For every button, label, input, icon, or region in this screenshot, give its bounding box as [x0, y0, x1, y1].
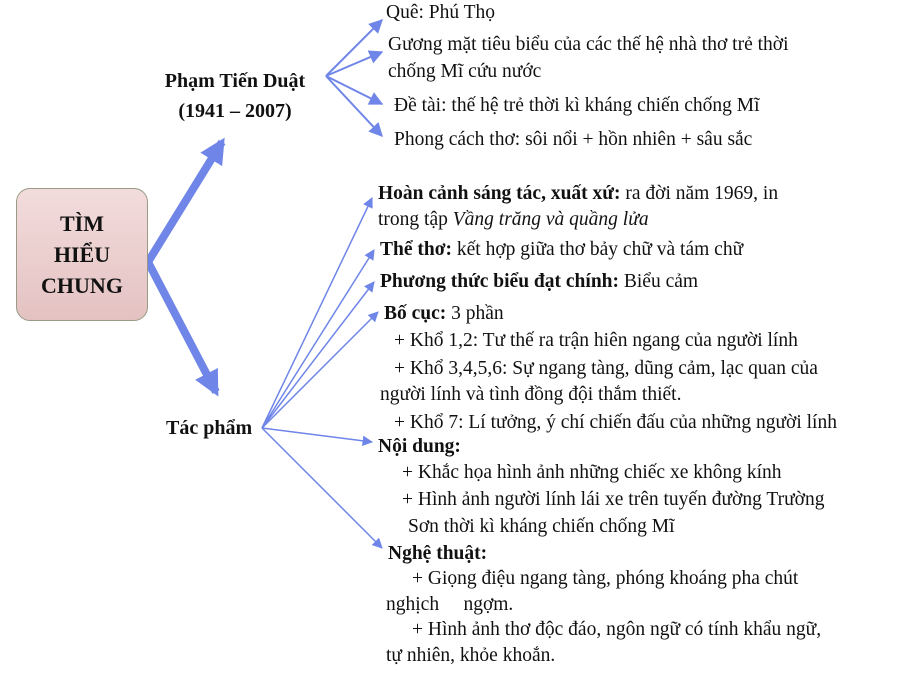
structure-line [384, 301, 504, 327]
structure-part: + Khổ 1,2: Tư thế ra trận hiên ngang của người lính [394, 330, 798, 351]
art-item: nghịch ngợm. [386, 594, 514, 615]
context-line1 [378, 181, 778, 207]
author-branch-arrow [326, 76, 382, 104]
author-role-line1: Gương mặt tiêu biểu của các thế hệ nhà thơ trẻ thời [388, 34, 789, 55]
art-item: + Hình ảnh thơ độc đáo, ngôn ngữ có tính khẩu ngữ, [412, 619, 822, 640]
form-text: kết hợp giữa thơ bảy chữ và tám chữ [452, 239, 744, 260]
author-branch-arrow [326, 76, 382, 136]
author-years: (1941 – 2007) [178, 100, 292, 122]
author-node [150, 66, 320, 126]
structure-label: Bố cục: [384, 303, 447, 324]
author-hometown: Quê: Phú Thọ [386, 2, 496, 23]
art-label: Nghệ thuật: [388, 543, 488, 564]
author-theme: Đề tài: thế hệ trẻ thời kì kháng chiến chống Mĩ [394, 95, 760, 116]
author-branch-arrow [326, 52, 382, 76]
work-branch-arrow [262, 428, 372, 442]
context-text2: trong tập [378, 209, 453, 230]
structure-part: + Khổ 7: Lí tưởng, ý chí chiến đấu của những người lính [394, 412, 837, 433]
author-role-line2: chống Mĩ cứu nước [388, 61, 542, 82]
structure-part: + Khổ 3,4,5,6: Sự ngang tàng, dũng cảm, lạc quan của [394, 358, 818, 379]
work-branch-arrow [262, 282, 374, 428]
art-item: + Giọng điệu ngang tàng, phóng khoáng pha chút [412, 568, 799, 589]
context-line2 [378, 207, 649, 233]
collection-title: Vầng trăng và quầng lửa [452, 209, 649, 230]
content-item: Sơn thời kì kháng chiến chống Mĩ [408, 516, 675, 537]
work-branch-arrow [262, 250, 374, 428]
content-item: + Hình ảnh người lính lái xe trên tuyến đường Trường [402, 489, 825, 510]
context-text: ra đời năm 1969, in [620, 183, 779, 204]
work-branch-arrow [262, 198, 372, 428]
mode-label: Phương thức biểu đạt chính: [380, 271, 619, 292]
author-style: Phong cách thơ: sôi nổi + hồn nhiên + sâu sắc [394, 129, 753, 150]
author-branch-arrow [326, 20, 382, 76]
content-label: Nội dung: [378, 436, 461, 457]
structure-text: 3 phần [446, 303, 504, 324]
mode-line [380, 269, 698, 295]
structure-part: người lính và tình đồng đội thắm thiết. [380, 384, 682, 405]
context-label: Hoàn cảnh sáng tác, xuất xứ: [378, 183, 621, 204]
work-branch-arrow [262, 428, 382, 548]
mode-text: Biểu cảm [619, 271, 699, 292]
form-label: Thể thơ: [380, 239, 453, 260]
content-item: + Khắc họa hình ảnh những chiếc xe không kính [402, 462, 782, 483]
author-name: Phạm Tiến Duật [164, 70, 306, 92]
root-node: TÌM HIỂU CHUNG [16, 188, 148, 321]
form-line [380, 237, 743, 263]
root-to-work-arrow [148, 262, 216, 392]
work-branch-arrow [262, 312, 378, 428]
art-item: tự nhiên, khỏe khoắn. [386, 645, 556, 666]
root-to-author-arrow [148, 142, 222, 262]
work-node: Tác phẩm [166, 417, 253, 439]
